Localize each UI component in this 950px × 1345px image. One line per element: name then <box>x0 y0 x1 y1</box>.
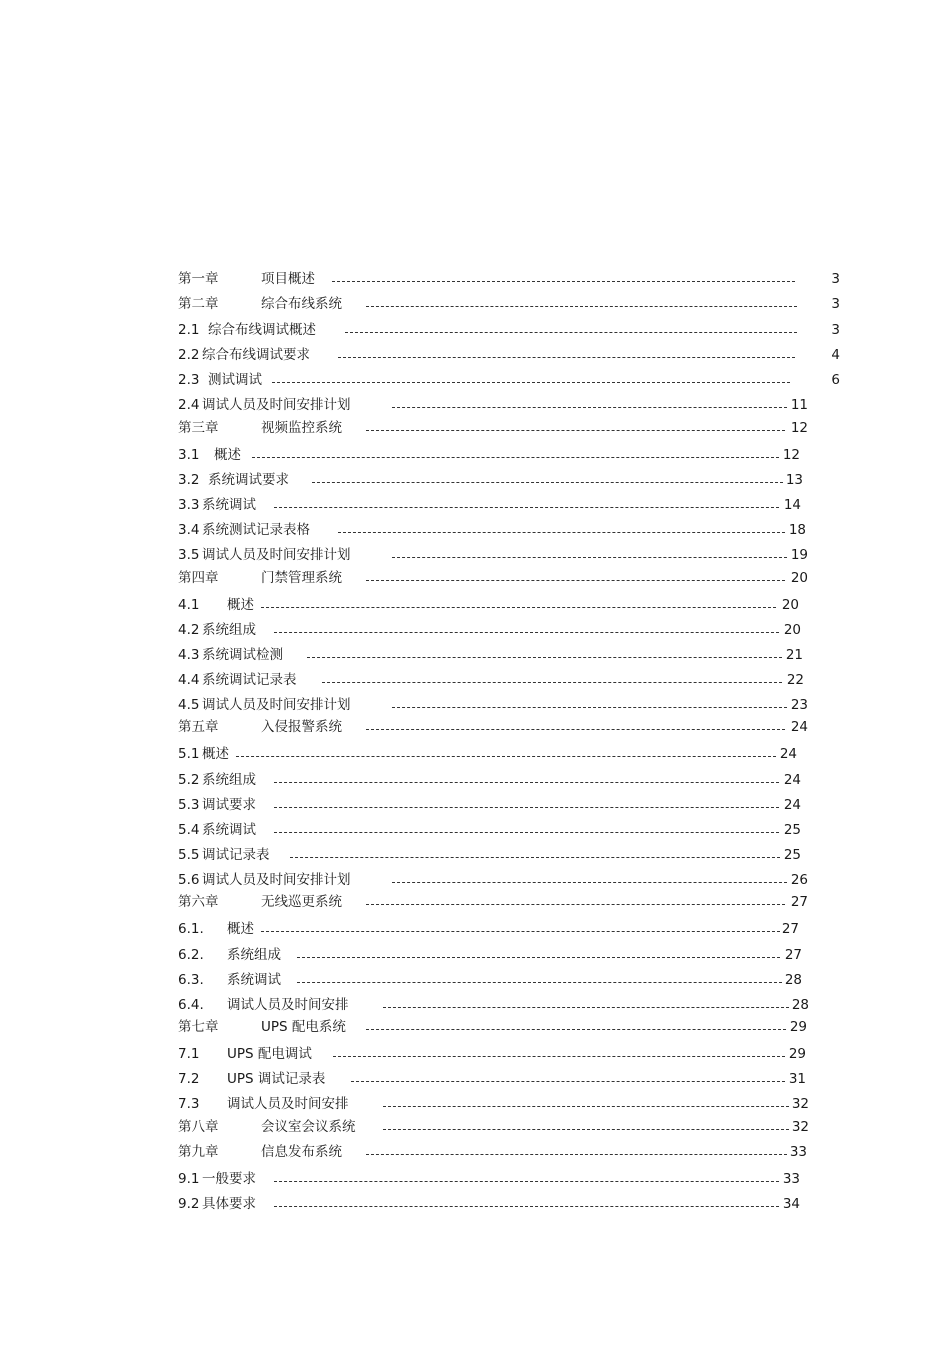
toc-entry-page: 14 <box>783 497 801 513</box>
toc-entry[interactable] <box>178 1118 809 1136</box>
toc-entry-page: 27 <box>790 894 808 910</box>
toc-entry-number: 4.3 <box>178 647 200 663</box>
toc-entry-number: 3.4 <box>178 522 200 538</box>
toc-entry[interactable] <box>178 1070 806 1088</box>
toc-entry-title: 调试人员及时间安排计划 <box>202 697 351 713</box>
toc-entry-page: 34 <box>782 1196 800 1212</box>
toc-entry-number: 6.1. <box>178 921 204 937</box>
toc-entry-number: 9.2 <box>178 1196 200 1212</box>
toc-entry[interactable] <box>178 1095 809 1113</box>
toc-entry-title: 概述 <box>227 597 254 613</box>
toc-entry-leader <box>274 1206 779 1207</box>
toc-entry[interactable] <box>178 871 808 889</box>
toc-entry[interactable] <box>178 396 808 414</box>
toc-entry-title: UPS 配电调试 <box>227 1046 312 1062</box>
toc-entry-page: 32 <box>791 1096 809 1112</box>
toc-entry-leader <box>366 430 785 431</box>
toc-entry-number: 2.3 <box>178 372 200 388</box>
toc-entry[interactable] <box>178 496 801 514</box>
toc-entry[interactable] <box>178 471 803 489</box>
toc-entry-leader <box>274 807 779 808</box>
toc-entry-page: 20 <box>781 597 799 613</box>
toc-entry-leader <box>297 982 782 983</box>
toc-entry-leader <box>383 1129 789 1130</box>
toc-entry-number: 2.4 <box>178 397 200 413</box>
toc-entry[interactable] <box>178 1195 800 1213</box>
toc-entry[interactable] <box>178 920 799 938</box>
toc-entry-page: 12 <box>790 420 808 436</box>
toc-entry-title: 调试记录表 <box>202 847 270 863</box>
toc-entry-page: 28 <box>791 997 809 1013</box>
toc-entry-title: 具体要求 <box>202 1196 256 1212</box>
toc-entry-page: 29 <box>789 1019 807 1035</box>
toc-entry-leader <box>366 580 785 581</box>
toc-entry-title: 门禁管理系统 <box>261 570 342 586</box>
toc-entry-number: 第四章 <box>178 570 219 586</box>
toc-entry-leader <box>351 1081 785 1082</box>
toc-entry-number: 第七章 <box>178 1019 219 1035</box>
toc-entry-number: 5.2 <box>178 772 200 788</box>
toc-entry[interactable] <box>178 371 840 389</box>
toc-entry-page: 3 <box>831 271 840 287</box>
toc-entry-number: 7.3 <box>178 1096 200 1112</box>
toc-entry-leader <box>274 782 779 783</box>
toc-entry-page: 11 <box>790 397 808 413</box>
toc-entry-leader <box>333 1056 785 1057</box>
toc-entry-title: 视频监控系统 <box>261 420 342 436</box>
toc-entry-title: 系统测试记录表格 <box>202 522 310 538</box>
toc-entry-title: 系统调试 <box>202 497 256 513</box>
toc-entry[interactable] <box>178 546 808 564</box>
toc-entry-number: 第二章 <box>178 296 219 312</box>
toc-entry-leader <box>261 607 776 608</box>
toc-entry-page: 31 <box>788 1071 806 1087</box>
toc-entry-title: 入侵报警系统 <box>261 719 342 735</box>
toc-entry-number: 第五章 <box>178 719 219 735</box>
toc-entry[interactable] <box>178 569 808 587</box>
toc-entry-leader <box>366 1029 786 1030</box>
toc-entry-leader <box>392 882 787 883</box>
toc-entry-leader <box>383 1007 789 1008</box>
toc-entry-leader <box>366 1154 787 1155</box>
toc-entry-leader <box>274 507 779 508</box>
toc-entry-title: 调试人员及时间安排计划 <box>202 547 351 563</box>
toc-entry-title: 综合布线调试要求 <box>202 347 310 363</box>
toc-entry-title: 调试人员及时间安排 <box>227 1096 349 1112</box>
toc-entry-page: 4 <box>831 347 840 363</box>
toc-entry-number: 3.5 <box>178 547 200 563</box>
toc-entry-leader <box>312 482 783 483</box>
toc-entry-page: 29 <box>788 1046 806 1062</box>
toc-entry-number: 5.3 <box>178 797 200 813</box>
toc-entry-page: 27 <box>784 947 802 963</box>
toc-entry-page: 32 <box>791 1119 809 1135</box>
toc-entry[interactable] <box>178 745 797 763</box>
toc-entry[interactable] <box>178 846 801 864</box>
toc-entry-leader <box>272 382 790 383</box>
toc-entry-page: 23 <box>790 697 808 713</box>
toc-entry-page: 22 <box>786 672 804 688</box>
toc-entry-leader <box>392 407 787 408</box>
toc-entry-title: 综合布线系统 <box>261 296 342 312</box>
toc-entry[interactable] <box>178 321 840 339</box>
toc-entry[interactable] <box>178 821 801 839</box>
toc-entry-page: 13 <box>785 472 803 488</box>
toc-entry[interactable] <box>178 521 806 539</box>
toc-entry-number: 6.2. <box>178 947 204 963</box>
toc-entry-title: 综合布线调试概述 <box>208 322 316 338</box>
toc-entry-number: 6.4. <box>178 997 204 1013</box>
toc-entry-title: 系统组成 <box>202 622 256 638</box>
toc-entry[interactable] <box>178 771 801 789</box>
toc-entry-number: 3.1 <box>178 447 200 463</box>
toc-entry-title: UPS 配电系统 <box>261 1019 346 1035</box>
toc-entry-page: 3 <box>831 322 840 338</box>
toc-entry-leader <box>274 832 779 833</box>
toc-entry-page: 3 <box>831 296 840 312</box>
toc-entry-title: 系统组成 <box>227 947 281 963</box>
toc-entry-title: 系统调试要求 <box>208 472 289 488</box>
toc-entry-page: 19 <box>790 547 808 563</box>
toc-entry[interactable] <box>178 270 840 288</box>
toc-entry-page: 33 <box>789 1144 807 1160</box>
toc-entry-page: 24 <box>783 797 801 813</box>
toc-entry-title: 信息发布系统 <box>261 1144 342 1160</box>
toc-entry-number: 5.1 <box>178 746 200 762</box>
toc-entry-leader <box>338 357 795 358</box>
toc-entry-title: 系统调试检测 <box>202 647 283 663</box>
toc-entry-page: 24 <box>783 772 801 788</box>
toc-entry[interactable] <box>178 946 802 964</box>
toc-entry-page: 20 <box>790 570 808 586</box>
toc-entry[interactable] <box>178 621 801 639</box>
toc-entry-leader <box>297 957 780 958</box>
toc-entry-title: 系统调试记录表 <box>202 672 297 688</box>
toc-entry-leader <box>290 857 780 858</box>
toc-entry-number: 5.6 <box>178 872 200 888</box>
toc-entry-title: 一般要求 <box>202 1171 256 1187</box>
toc-entry-number: 第三章 <box>178 420 219 436</box>
toc-entry-leader <box>332 281 795 282</box>
toc-entry-page: 26 <box>790 872 808 888</box>
toc-entry-leader <box>274 1181 779 1182</box>
toc-entry-leader <box>345 332 797 333</box>
toc-entry-number: 第九章 <box>178 1144 219 1160</box>
toc-entry-page: 12 <box>782 447 800 463</box>
toc-entry-page: 20 <box>783 622 801 638</box>
toc-entry-title: 系统调试 <box>202 822 256 838</box>
toc-entry-leader <box>366 729 785 730</box>
toc-entry-number: 3.2 <box>178 472 200 488</box>
toc-entry-leader <box>322 682 782 683</box>
toc-entry-title: 概述 <box>227 921 254 937</box>
toc-entry-title: 调试人员及时间安排计划 <box>202 397 351 413</box>
toc-entry-page: 18 <box>788 522 806 538</box>
toc-entry-leader <box>236 756 776 757</box>
toc-entry[interactable] <box>178 1045 806 1063</box>
toc-entry[interactable] <box>178 295 840 313</box>
toc-entry-number: 第六章 <box>178 894 219 910</box>
toc-entry[interactable] <box>178 971 802 989</box>
toc-entry-title: 测试调试 <box>208 372 262 388</box>
toc-entry-number: 4.4 <box>178 672 200 688</box>
toc-entry[interactable] <box>178 596 799 614</box>
toc-entry-page: 6 <box>831 372 840 388</box>
toc-entry-page: 21 <box>785 647 803 663</box>
toc-entry[interactable] <box>178 1170 800 1188</box>
toc-entry-title: UPS 调试记录表 <box>227 1071 326 1087</box>
toc-entry-leader <box>252 457 779 458</box>
toc-entry-number: 第八章 <box>178 1119 219 1135</box>
toc-entry-page: 25 <box>783 847 801 863</box>
toc-entry-number: 5.5 <box>178 847 200 863</box>
toc-entry-number: 7.2 <box>178 1071 200 1087</box>
toc-entry[interactable] <box>178 1018 807 1036</box>
toc-entry-title: 项目概述 <box>261 271 315 287</box>
toc-entry-number: 4.1 <box>178 597 200 613</box>
toc-entry-title: 调试人员及时间安排计划 <box>202 872 351 888</box>
toc-entry-title: 调试要求 <box>202 797 256 813</box>
toc-entry-leader <box>383 1106 789 1107</box>
toc-entry-leader <box>338 532 785 533</box>
toc-entry-number: 9.1 <box>178 1171 200 1187</box>
toc-entry[interactable] <box>178 996 809 1014</box>
toc-entry-number: 2.2 <box>178 347 200 363</box>
toc-entry-number: 3.3 <box>178 497 200 513</box>
toc-entry-leader <box>392 557 787 558</box>
toc-entry-leader <box>366 306 797 307</box>
toc-entry-leader <box>366 904 785 905</box>
toc-entry-title: 无线巡更系统 <box>261 894 342 910</box>
toc-entry[interactable] <box>178 696 808 714</box>
toc-entry[interactable] <box>178 796 801 814</box>
toc-entry-number: 第一章 <box>178 271 219 287</box>
toc-entry-number: 4.2 <box>178 622 200 638</box>
toc-entry-page: 25 <box>783 822 801 838</box>
toc-entry-title: 系统调试 <box>227 972 281 988</box>
toc-entry-number: 2.1 <box>178 322 200 338</box>
toc-entry[interactable] <box>178 646 803 664</box>
toc-entry[interactable] <box>178 446 800 464</box>
toc-entry-number: 6.3. <box>178 972 204 988</box>
toc-entry[interactable] <box>178 718 808 736</box>
toc-entry-page: 24 <box>779 746 797 762</box>
toc-entry[interactable] <box>178 671 804 689</box>
toc-entry[interactable] <box>178 419 808 437</box>
toc-entry-title: 调试人员及时间安排 <box>227 997 349 1013</box>
toc-entry-title: 概述 <box>214 447 241 463</box>
toc-entry-number: 5.4 <box>178 822 200 838</box>
toc-entry-leader <box>274 632 779 633</box>
toc-entry-title: 会议室会议系统 <box>261 1119 356 1135</box>
toc-entry-number: 7.1 <box>178 1046 200 1062</box>
toc-entry[interactable] <box>178 346 840 364</box>
toc-entry-page: 28 <box>784 972 802 988</box>
toc-entry-leader <box>392 707 787 708</box>
toc-entry-title: 概述 <box>202 746 229 762</box>
toc-entry-page: 33 <box>782 1171 800 1187</box>
toc-entry-page: 24 <box>790 719 808 735</box>
toc-entry-leader <box>261 931 780 932</box>
toc-entry[interactable] <box>178 893 808 911</box>
toc-entry-page: 27 <box>781 921 799 937</box>
toc-entry-number: 4.5 <box>178 697 200 713</box>
toc-entry[interactable] <box>178 1143 807 1161</box>
toc-entry-title: 系统组成 <box>202 772 256 788</box>
toc-entry-leader <box>307 657 782 658</box>
